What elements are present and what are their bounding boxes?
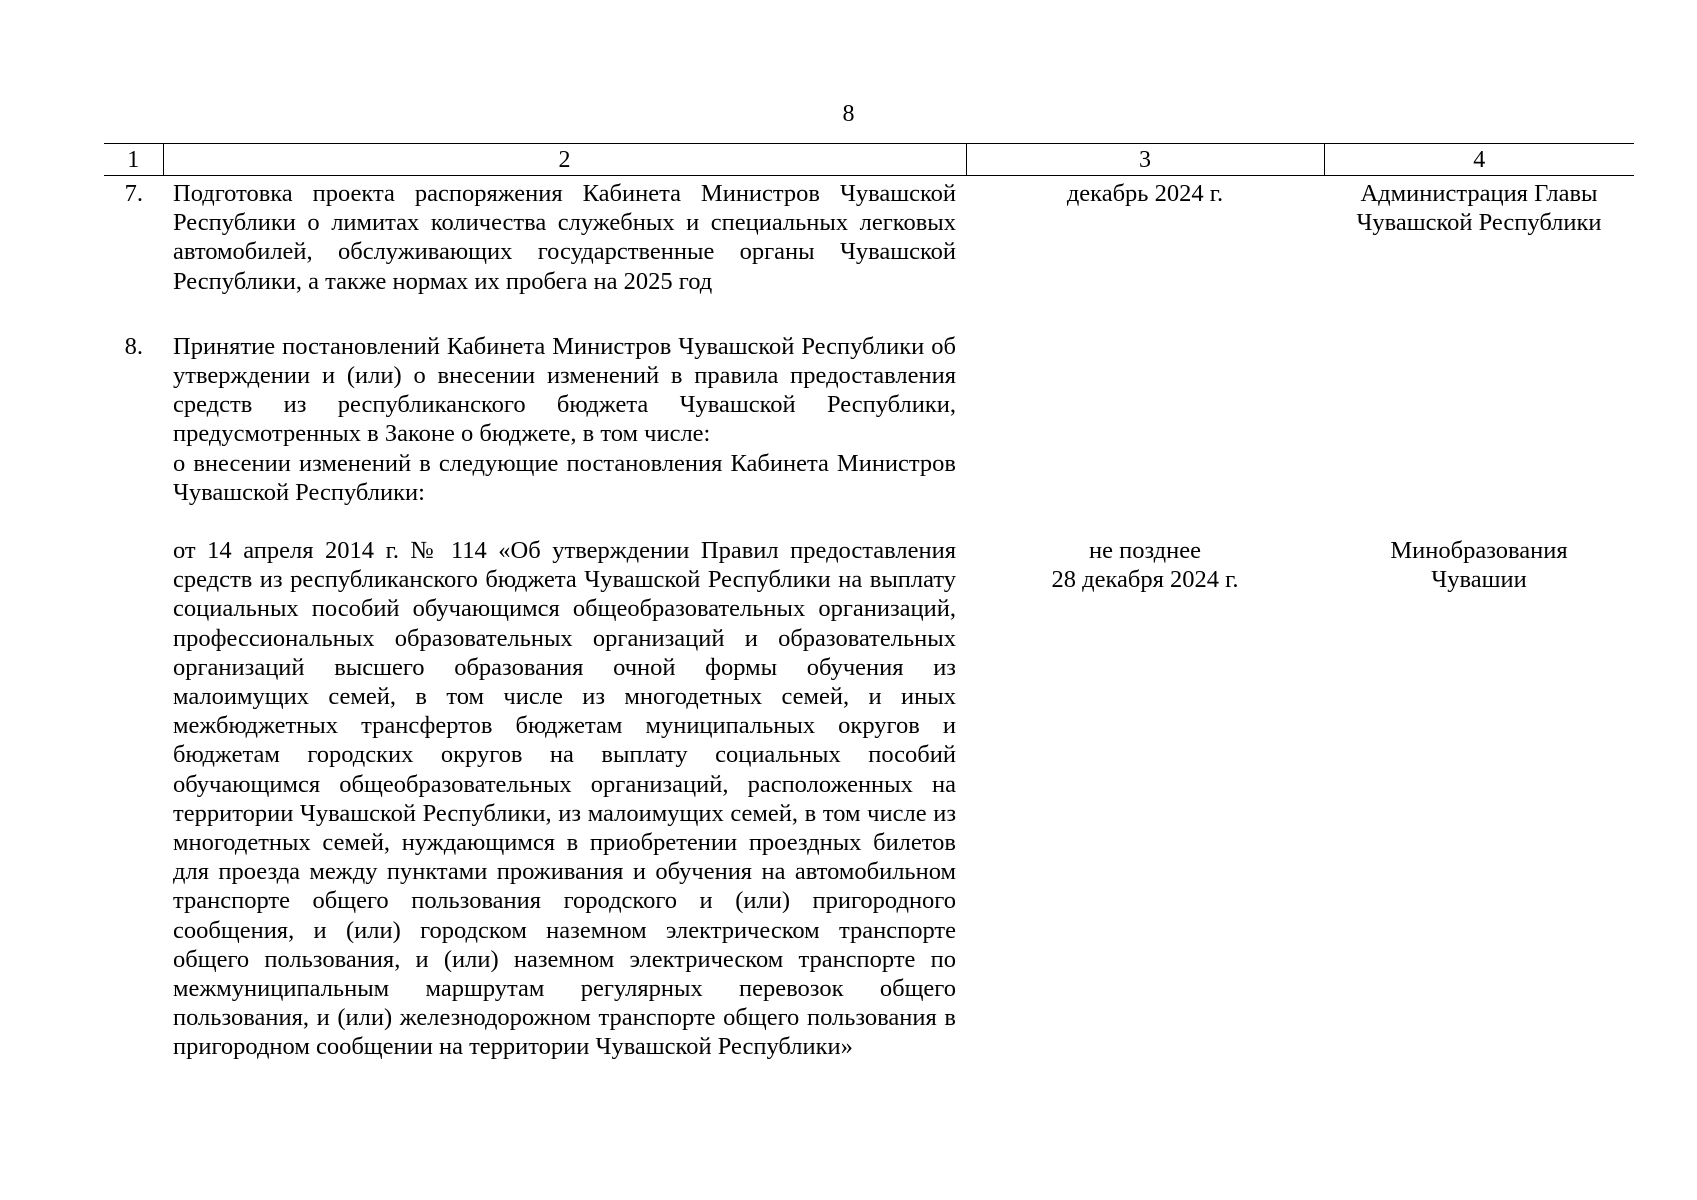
responsible-line-2: Чувашской Республики	[1356, 209, 1602, 237]
responsible-line-1: Минобразования	[1390, 537, 1568, 565]
row-number: 8.	[124, 332, 143, 360]
row-number	[104, 507, 163, 1062]
table-header-row	[104, 144, 1634, 176]
activity-paragraph: о внесении изменений в следующие постановления Кабинета Министров Чувашской Республики:	[173, 449, 956, 506]
header-col-2: 2	[163, 144, 966, 176]
responsible-cell	[1324, 507, 1634, 1062]
responsible-cell	[1324, 296, 1634, 507]
deadline-cell	[966, 176, 1324, 296]
plan-table	[104, 143, 1634, 1062]
activity-paragraph: Подготовка проекта распоряжения Кабинета Министров Чувашской Республики о лимитах количества служебных и специальных легковых автомобилей, обслуживающих государственные органы Чувашской Республики, а также нормах их пробега на 2025 год	[173, 180, 956, 295]
deadline-text: декабрь 2024 г.	[1066, 180, 1224, 207]
table-row	[104, 296, 1634, 507]
row-number: 7.	[124, 180, 143, 207]
activity-text	[163, 507, 966, 1062]
activity-paragraph: от 14 апреля 2014 г. № 114 «Об утверждении Правил предоставления средств из республиканского бюджета Чувашской Республики на выплату социальных пособий обучающимся общеобразовательных организаций, профессиональных образовательных организаций и образовательных организаций высшего образования очной формы обучения из малоимущих семей, в том числе из многодетных семей, и иных межбюджетных трансфертов бюджетам муниципальных округов и бюджетам городских округов на выплату социальных пособий обучающимся общеобразовательных организаций, расположенных на территории Чувашской Республики, из малоимущих семей, в том числе из многодетных семей, нуждающимся в приобретении проездных билетов для проезда между пунктами проживания и обучения на автомобильном транспорте общего пользования городского и (или) пригородного сообщения, и (или) городском наземном электрическом транспорте общего пользования, и (или) наземном электрическом транспорте по межмуниципальным маршрутам регулярных перевозок общего пользования, и (или) железнодорожном транспорте общего пользования в пригородном сообщении на территории Чувашской Республики»	[173, 537, 956, 1061]
activity-paragraph: Принятие постановлений Кабинета Министров Чувашской Республики об утверждении и (или) о внесении изменений в правила предоставления средств из республиканского бюджета Чувашской Республики, предусмотренных в Законе о бюджете, в том числе:	[173, 332, 956, 448]
table-row	[104, 176, 1634, 296]
activity-text	[163, 296, 966, 507]
header-col-1: 1	[104, 144, 163, 176]
deadline-line-1: не позднее	[1088, 537, 1202, 565]
table-row	[104, 507, 1634, 1062]
responsible-cell	[1324, 176, 1634, 296]
responsible-line-2: Чувашии	[1431, 566, 1527, 594]
activity-text	[163, 176, 966, 296]
deadline-cell	[966, 507, 1324, 1062]
deadline-cell	[966, 296, 1324, 507]
responsible-line-1: Администрация Главы	[1360, 180, 1598, 207]
deadline-line-2: 28 декабря 2024 г.	[1051, 566, 1239, 594]
header-col-3: 3	[966, 144, 1324, 176]
page-number: 8	[842, 101, 855, 127]
header-col-4: 4	[1324, 144, 1634, 176]
